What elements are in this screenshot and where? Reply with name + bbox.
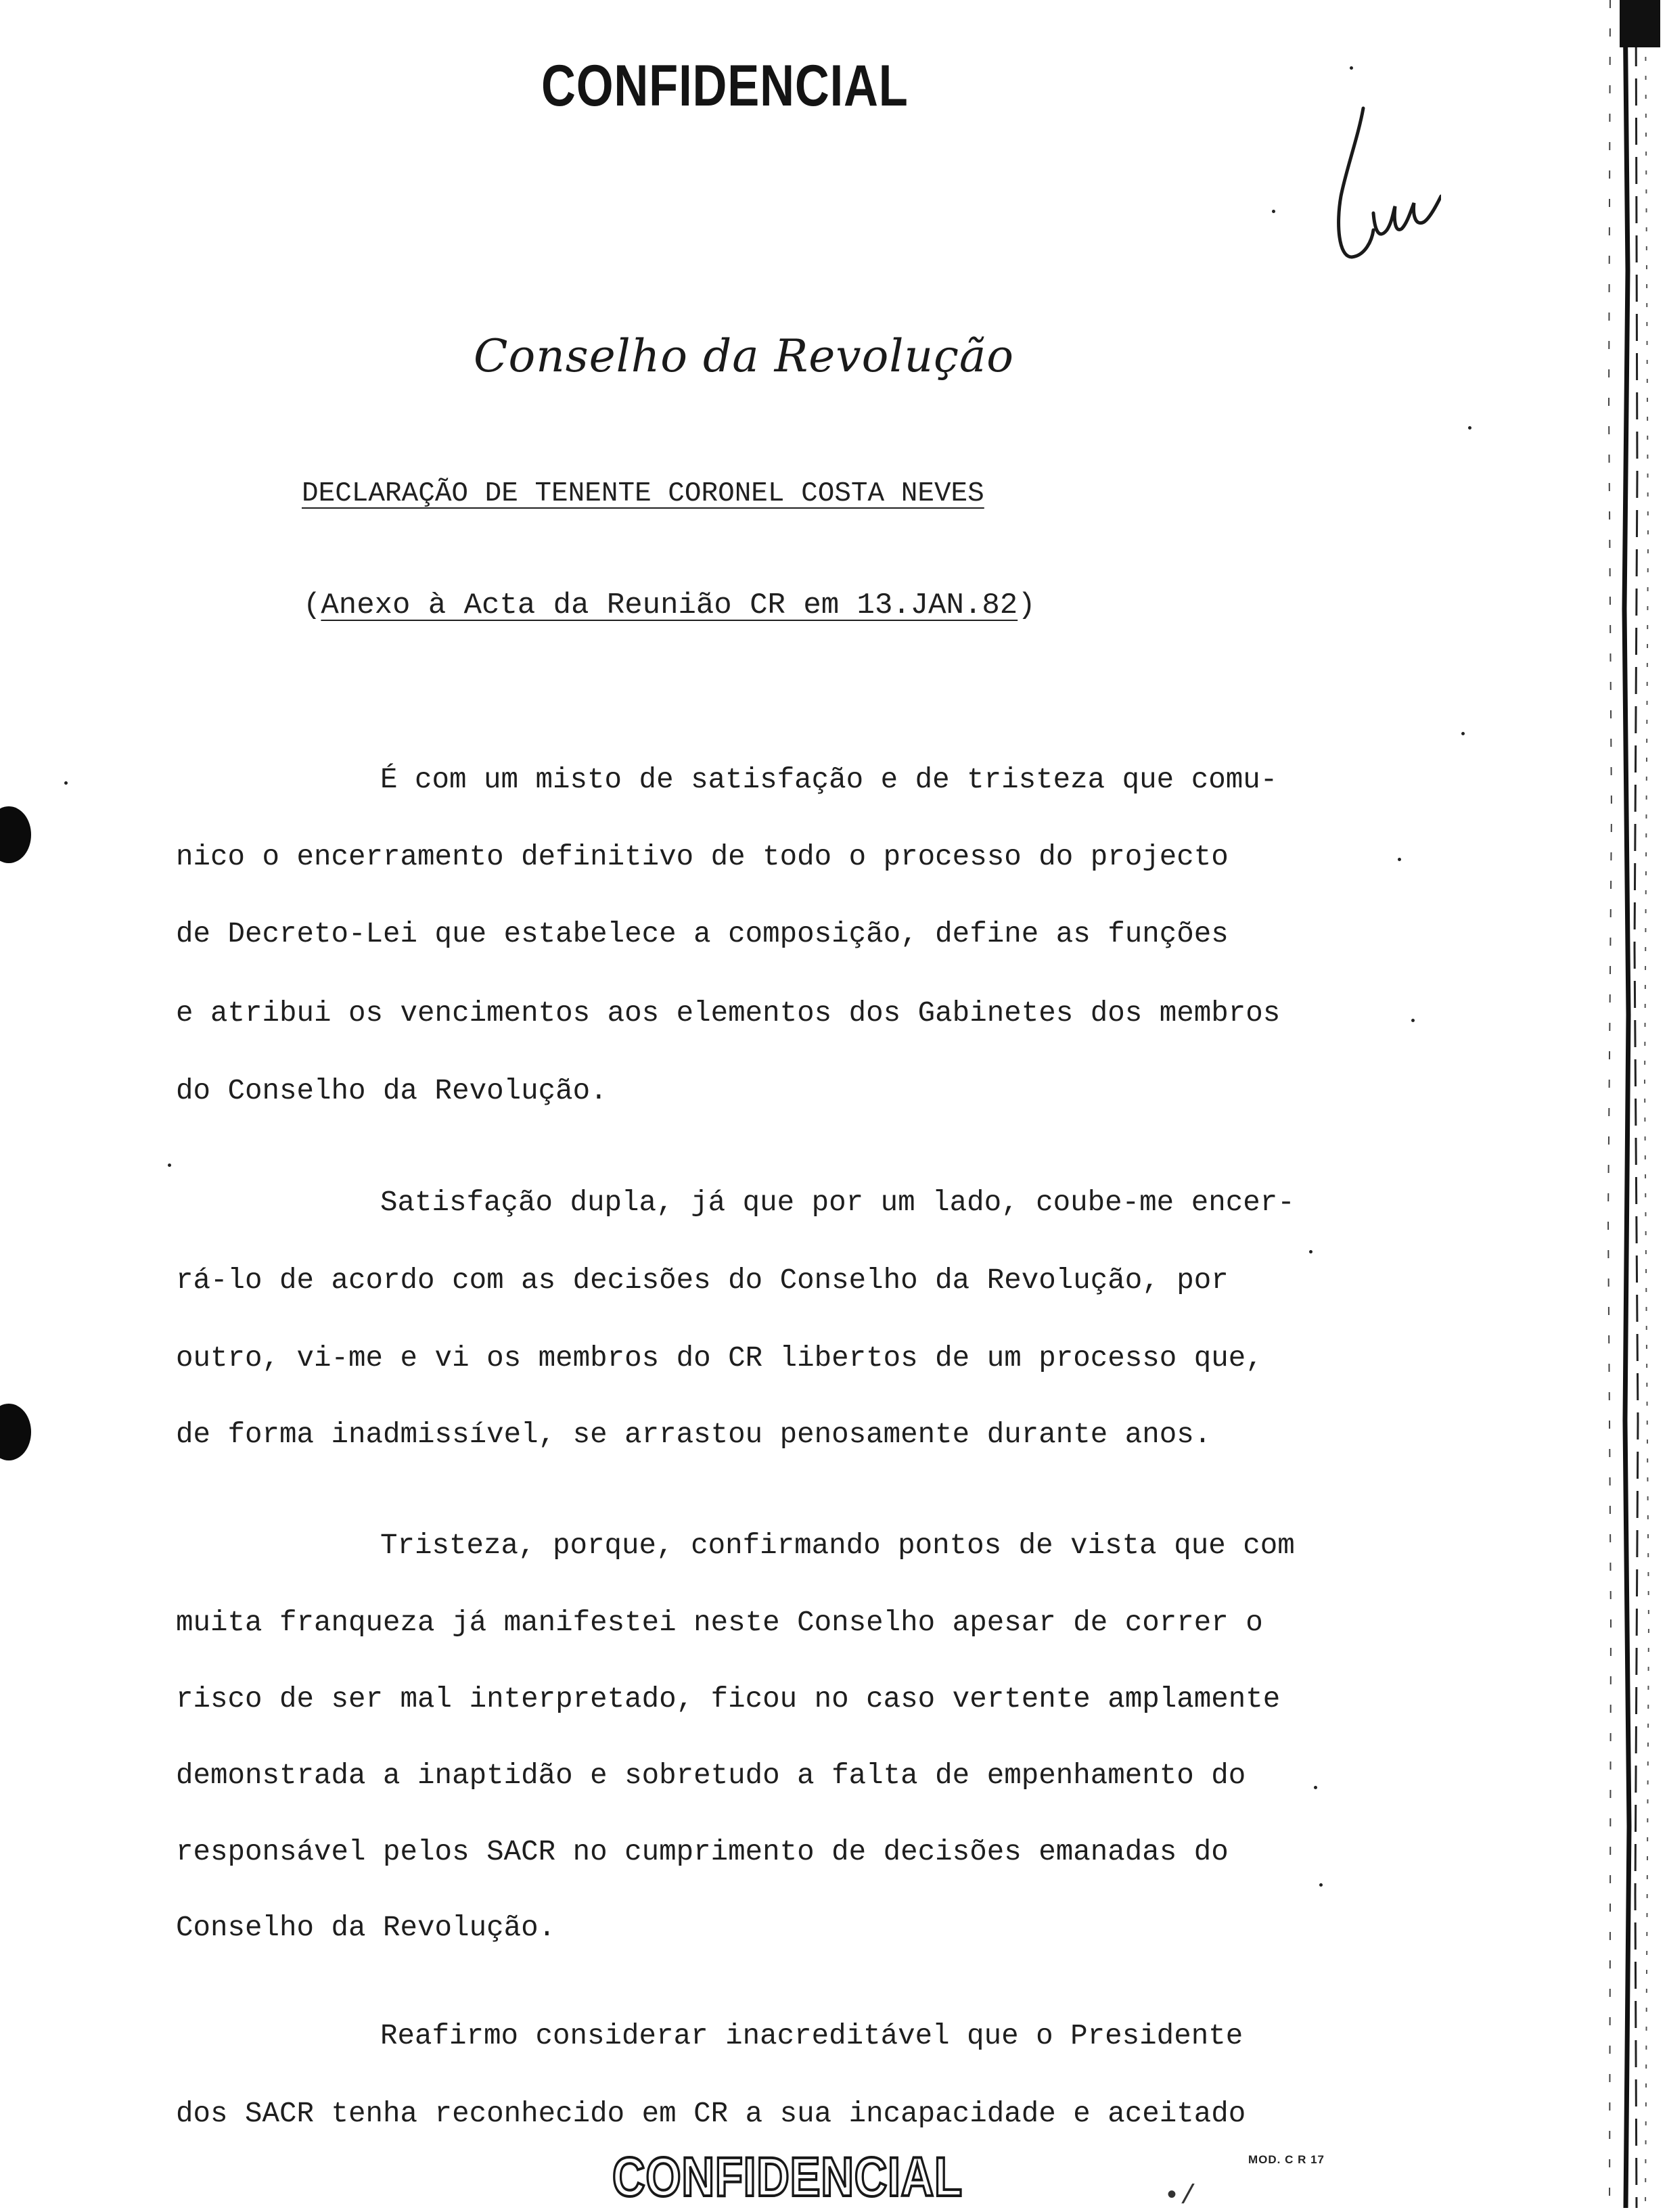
- punch-hole-upper: [0, 806, 31, 863]
- body-line: nico o encerramento definitivo de todo o processo do projecto: [176, 841, 1229, 873]
- body-line: Satisfação dupla, já que por um lado, coube-me encer-: [380, 1186, 1295, 1219]
- form-code: MOD. C R 17: [1248, 2153, 1325, 2166]
- body-line: demonstrada a inaptidão e sobretudo a falta de empenhamento do: [176, 1759, 1246, 1792]
- scan-edge: [1586, 0, 1667, 2208]
- body-line: de forma inadmissível, se arrastou penosamente durante anos.: [176, 1419, 1212, 1451]
- confidential-stamp-bottom: CONFIDENCIAL: [612, 2146, 963, 2208]
- scan-speck: [168, 1163, 171, 1167]
- scan-speck: [64, 781, 68, 785]
- punch-hole-lower: [0, 1404, 31, 1460]
- scan-speck: [1319, 1883, 1323, 1887]
- body-line: do Conselho da Revolução.: [176, 1075, 608, 1107]
- footer-mark: •/: [1164, 2182, 1197, 2212]
- scan-speck: [1350, 66, 1353, 70]
- body-line: dos SACR tenha reconhecido em CR a sua incapacidade e aceitado: [176, 2098, 1246, 2130]
- body-line: Reafirmo considerar inacreditável que o Presidente: [380, 2020, 1243, 2052]
- body-line: Conselho da Revolução.: [176, 1912, 556, 1944]
- scan-speck: [1272, 210, 1275, 213]
- scan-speck: [1468, 426, 1471, 430]
- scan-speck: [1309, 1250, 1312, 1253]
- scan-speck: [1398, 858, 1401, 861]
- document-title: DECLARAÇÃO DE TENENTE CORONEL COSTA NEVES: [302, 478, 984, 509]
- body-line: responsável pelos SACR no cumprimento de decisões emanadas do: [176, 1836, 1229, 1868]
- letterhead: Conselho da Revolução: [474, 330, 1015, 382]
- body-line: muita franqueza já manifestei neste Conselho apesar de correr o: [176, 1607, 1263, 1639]
- handwritten-initials: [1299, 95, 1441, 277]
- confidential-stamp-top: CONFIDENCIAL: [541, 53, 909, 118]
- scan-speck: [1411, 1019, 1415, 1022]
- body-line: de Decreto-Lei que estabelece a composição, define as funções: [176, 918, 1229, 950]
- body-line: e atribui os vencimentos aos elementos dos Gabinetes dos membros: [176, 997, 1281, 1030]
- subtitle-text: Anexo à Acta da Reunião CR em 13.JAN.82: [321, 589, 1018, 622]
- document-subtitle: (Anexo à Acta da Reunião CR em 13.JAN.82): [303, 589, 1036, 622]
- scan-speck: [1461, 732, 1465, 735]
- body-line: risco de ser mal interpretado, ficou no caso vertente amplamente: [176, 1683, 1281, 1715]
- body-line: É com um misto de satisfação e de tristeza que comu-: [380, 764, 1278, 796]
- scan-speck: [1314, 1786, 1317, 1789]
- body-line: rá-lo de acordo com as decisões do Conselho da Revolução, por: [176, 1264, 1229, 1297]
- body-line: outro, vi-me e vi os membros do CR libertos de um processo que,: [176, 1342, 1263, 1375]
- body-line: Tristeza, porque, confirmando pontos de vista que com: [380, 1529, 1295, 1562]
